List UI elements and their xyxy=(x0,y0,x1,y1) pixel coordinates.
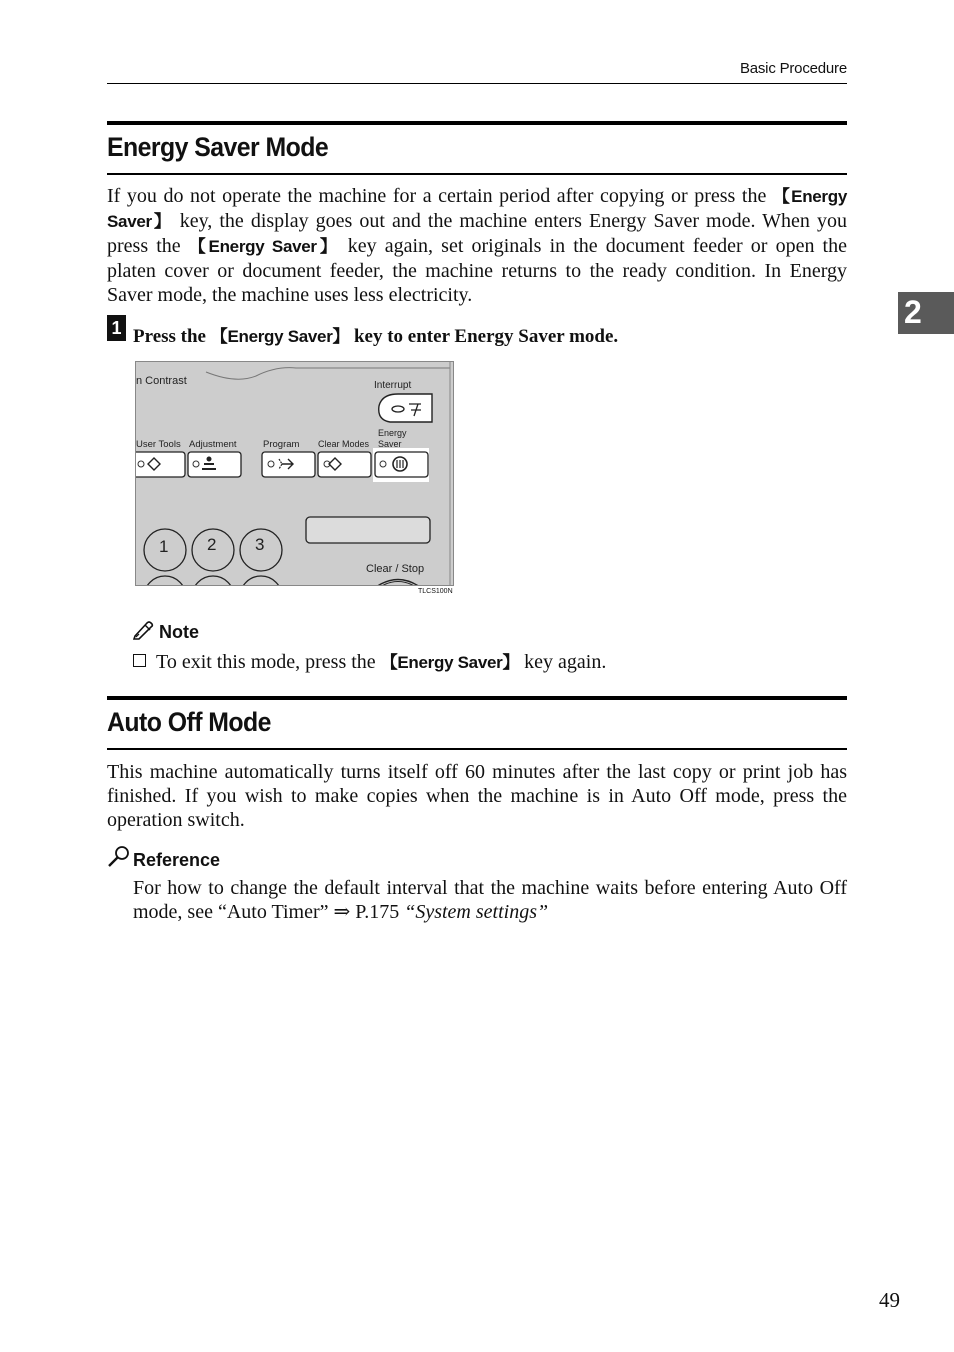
reference-text xyxy=(133,876,847,924)
step-number-marker: 1 xyxy=(107,315,126,341)
control-panel-illustration xyxy=(135,361,454,586)
running-head: Basic Procedure xyxy=(739,60,847,77)
label-program: Program xyxy=(263,439,300,450)
section-rule-top xyxy=(107,696,847,700)
control-panel-drawing xyxy=(136,362,454,586)
number-key-3: 3 xyxy=(255,535,265,554)
section-title-auto-off: Auto Off Mode xyxy=(107,707,271,737)
reference-body: For how to change the default interval that the machine waits before entering Auto Off mode, see “Auto Timer” ⇒ P.175 xyxy=(133,877,847,923)
section-rule-bottom xyxy=(107,173,847,175)
paragraph-text: key, the display goes out and the machine enters Energy Saver mode. When you press the xyxy=(107,210,847,257)
label-saver: Saver xyxy=(378,439,402,449)
checkbox-icon xyxy=(133,654,146,667)
magnifier-icon xyxy=(107,845,131,874)
label-clear-modes: Clear Modes xyxy=(318,439,370,449)
note-label: Note xyxy=(159,622,199,642)
number-key-1: 1 xyxy=(159,537,169,556)
pencil-icon-graphic xyxy=(133,620,155,640)
chapter-tab xyxy=(898,292,954,334)
chapter-tab-number: 2 xyxy=(904,294,922,330)
energy-saver-key-label: 【Energy Saver】 xyxy=(107,187,847,231)
energy-saver-paragraph xyxy=(107,184,847,307)
header-rule xyxy=(107,83,847,84)
label-interrupt: Interrupt xyxy=(374,380,412,391)
energy-saver-key-label: 【Energy Saver】 xyxy=(188,237,340,256)
energy-saver-key-label: 【Energy Saver】 xyxy=(210,327,350,346)
note-item xyxy=(133,648,606,674)
section-rule-bottom xyxy=(107,748,847,750)
label-contrast: n Contrast xyxy=(136,375,187,387)
paragraph-text: key again, set originals in the document feeder or open the platen cover or document feeder, the machine returns to the ready condition. In Energy Saver mode, the machine uses less electricity. xyxy=(107,235,847,306)
step-text: Press the xyxy=(133,326,211,347)
number-key-2: 2 xyxy=(207,535,217,554)
pencil-icon xyxy=(133,620,155,646)
page-number: 49 xyxy=(879,1288,900,1312)
section-rule-top xyxy=(107,121,847,125)
step-text: key to enter Energy Saver mode. xyxy=(349,326,619,347)
magnifier-icon-graphic xyxy=(107,845,131,869)
section-title-energy-saver: Energy Saver Mode xyxy=(107,132,329,162)
reference-label: Reference xyxy=(133,850,221,870)
auto-off-paragraph: This machine automatically turns itself off 60 minutes after the last copy or print job has finished. If you wish to make copies when the machine is in Auto Off mode, press the operation switch. xyxy=(107,761,847,831)
reference-link-title: “System settings” xyxy=(404,901,549,923)
energy-saver-key-label: 【Energy Saver】 xyxy=(380,653,520,672)
step-instruction xyxy=(133,322,618,348)
note-text: key again. xyxy=(519,651,607,673)
label-user-tools: User Tools xyxy=(136,439,181,450)
label-clear-stop: Clear / Stop xyxy=(366,563,425,575)
label-energy: Energy xyxy=(378,428,407,438)
figure-caption: TLCS100N xyxy=(418,588,453,595)
note-text: To exit this mode, press the xyxy=(156,651,381,673)
paragraph-text: If you do not operate the machine for a certain period after copying or press the xyxy=(107,185,773,207)
label-adjustment: Adjustment xyxy=(189,439,237,450)
